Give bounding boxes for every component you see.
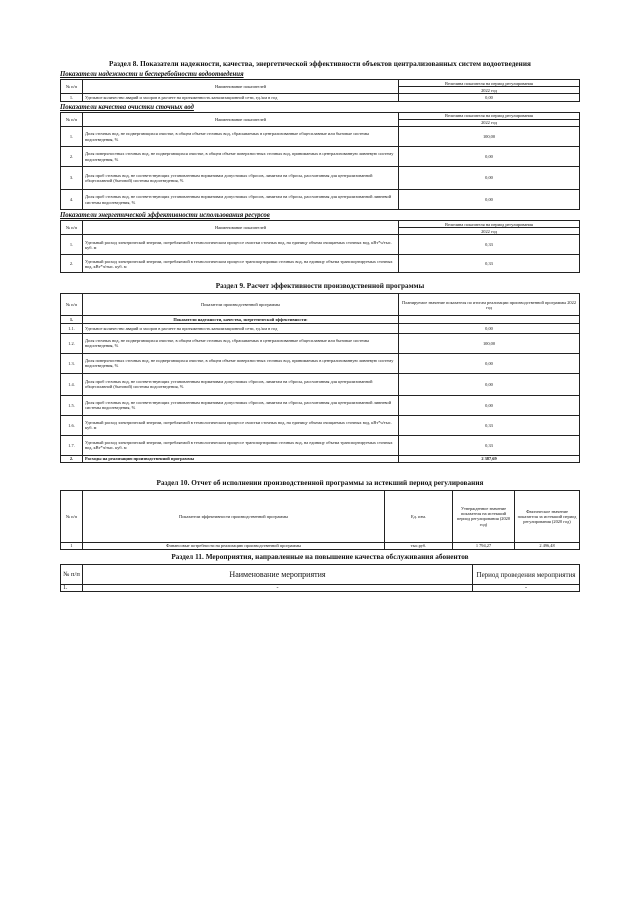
col-year: 2022 год bbox=[399, 87, 580, 94]
row-value: 0,00 bbox=[399, 323, 580, 333]
row-num: 1.6. bbox=[61, 415, 83, 435]
col-value-header: Величина показателя на период регулирования bbox=[399, 221, 580, 228]
row-value: 0,00 bbox=[399, 395, 580, 415]
table-row bbox=[61, 127, 580, 147]
row-name: Финансовые потребности на реализацию производственной программы bbox=[83, 542, 385, 549]
row-value: 2 387,69 bbox=[399, 455, 580, 462]
col-num: № п/п bbox=[61, 112, 83, 126]
table-row bbox=[61, 435, 580, 455]
row-name: Доля проб сточных вод, не соответствующих установленным нормативам допустимых сбросов, лимитам на сбросы, рассчитанная для централизованной ливневой системы водоотведения, % bbox=[83, 190, 399, 210]
col-value-header: Величина показателя на период регулирования bbox=[399, 112, 580, 119]
table-row bbox=[61, 542, 580, 549]
col-year: 2022 год bbox=[399, 228, 580, 235]
row-num: 1.5. bbox=[61, 395, 83, 415]
row-num: 1. bbox=[61, 316, 83, 323]
row-num: 1. bbox=[61, 585, 83, 592]
row-name: Удельное количество аварий и засоров в расчете на протяженность канализационной сети, ед./км в год bbox=[83, 323, 399, 333]
table-row bbox=[61, 323, 580, 333]
row-value: 0,33 bbox=[399, 255, 580, 273]
col-num: № п/п bbox=[61, 294, 83, 316]
row-value: 0,00 bbox=[399, 94, 580, 101]
col-name: Наименование показателей bbox=[83, 80, 399, 94]
section10-table bbox=[60, 490, 580, 550]
row-value: 0,00 bbox=[399, 147, 580, 167]
col-approved: Утвержденное значение показателя на истекший период регулирования (2020 год) bbox=[453, 490, 515, 542]
row-num: 3. bbox=[61, 167, 83, 190]
row-num: 4. bbox=[61, 190, 83, 210]
table-row bbox=[61, 235, 580, 255]
row-num: 1.1. bbox=[61, 323, 83, 333]
row-value: 0,33 bbox=[399, 415, 580, 435]
row-period: - bbox=[473, 585, 580, 592]
row-name: Удельный расход электрической энергии, потребляемой в технологическом процессе транспортировки сточных вод, на единицу объема транспортируемых сточных вод, кВт*ч/тыс. куб. м bbox=[83, 255, 399, 273]
row-unit: тыс.руб. bbox=[385, 542, 453, 549]
row-value: 0,00 bbox=[399, 353, 580, 373]
row-name: Удельный расход электрической энергии, потребляемой в технологическом процессе очистки сточных вод, на единицу объема очищаемых сточных вод, кВт*ч/тыс. куб. м bbox=[83, 415, 399, 435]
quality-subtitle: Показатели качества очистки сточных вод bbox=[60, 103, 194, 111]
col-num: № п/п bbox=[61, 565, 83, 585]
col-name: Наименование показателей bbox=[83, 221, 399, 235]
row-num: 1.7. bbox=[61, 435, 83, 455]
row-value: 100,00 bbox=[399, 127, 580, 147]
row-name: Показатели надежности, качества, энергетической эффективности: bbox=[83, 316, 399, 323]
row-name: Доля проб сточных вод, не соответствующих установленным нормативам допустимых сбросов, лимитам на сбросы, рассчитанная для централизованной общесплавной (бытовой) системы водоотведения, % bbox=[83, 373, 399, 395]
col-period: Период проведения мероприятия bbox=[473, 565, 580, 585]
row-value: 0,33 bbox=[399, 235, 580, 255]
row-num: 2. bbox=[61, 147, 83, 167]
section11-table bbox=[60, 564, 580, 592]
table-row bbox=[61, 395, 580, 415]
table-row bbox=[61, 415, 580, 435]
table-row bbox=[61, 373, 580, 395]
row-num: 1.2. bbox=[61, 333, 83, 353]
row-num: 1 bbox=[61, 542, 83, 549]
reliability-table bbox=[60, 79, 580, 102]
section9-table bbox=[60, 293, 580, 462]
row-value bbox=[399, 316, 580, 323]
section11-title: Раздел 11. Мероприятия, направленные на повышение качества обслуживания абонентов bbox=[171, 553, 469, 562]
table-row bbox=[61, 585, 580, 592]
row-name: Удельное количество аварий и засоров в расчете на протяженность канализационной сети, ед./км в год bbox=[83, 94, 399, 101]
row-name: Доля поверхностных сточных вод, не подвергающихся очистке, в общем объеме поверхностных сточных вод, принимаемых в централизованную ливневую систему водоотведения, % bbox=[83, 147, 399, 167]
table-row bbox=[61, 316, 580, 323]
row-name: Доля проб сточных вод, не соответствующих установленным нормативам допустимых сбросов, лимитам на сбросы, рассчитанная для централизованной общесплавной (бытовой) системы водоотведения, % bbox=[83, 167, 399, 190]
col-name: Показатели производственной программы bbox=[83, 294, 399, 316]
row-name: Доля сточных вод, не подвергающихся очистке, в общем объеме сточных вод, сбрасываемых в централизованные общесплавные или бытовые системы водоотведения, % bbox=[83, 127, 399, 147]
row-value: 0,00 bbox=[399, 167, 580, 190]
col-name: Наименование показателей bbox=[83, 112, 399, 126]
table-row bbox=[61, 455, 580, 462]
row-num: 1. bbox=[61, 94, 83, 101]
col-value-header: Величина показателя на период регулирования bbox=[399, 80, 580, 87]
table-row bbox=[61, 255, 580, 273]
row-name: Доля сточных вод, не подвергающихся очистке, в общем объеме сточных вод, сбрасываемых в централизованные общесплавные или бытовые системы водоотведения, % bbox=[83, 333, 399, 353]
row-approved: 1 794,27 bbox=[453, 542, 515, 549]
reliability-subtitle: Показатели надежности и бесперебойности водоотведения bbox=[60, 71, 244, 78]
section10-title: Раздел 10. Отчет об исполнении производственной программы за истекший период регулирования bbox=[156, 478, 484, 487]
row-name: Расходы на реализацию производственной программы bbox=[83, 455, 399, 462]
section9-title: Раздел 9. Расчет эффективности производственной программы bbox=[215, 282, 425, 291]
col-value: Планируемое значение показателя по итогам реализации производственной программы 2022 год bbox=[399, 294, 580, 316]
row-value: 0,00 bbox=[399, 373, 580, 395]
quality-table bbox=[60, 112, 580, 210]
table-row bbox=[61, 167, 580, 190]
row-value: 100,00 bbox=[399, 333, 580, 353]
col-unit: Ед. изм. bbox=[385, 490, 453, 542]
row-num: 1.3. bbox=[61, 353, 83, 373]
col-num: № п/п bbox=[61, 490, 83, 542]
row-name: Удельный расход электрической энергии, потребляемой в технологическом процессе транспортировки сточных вод, на единицу объема транспортируемых сточных вод, кВт*ч/тыс. куб. м bbox=[83, 435, 399, 455]
row-name: Доля поверхностных сточных вод, не подвергающихся очистке, в общем объеме поверхностных сточных вод, принимаемых в централизованную ливневую систему водоотведения, % bbox=[83, 353, 399, 373]
row-num: 1. bbox=[61, 235, 83, 255]
row-name: - bbox=[83, 585, 473, 592]
section8-title: Раздел 8. Показатели надежности, качества, энергетической эффективности объектов централизованных систем водоотведения bbox=[109, 60, 531, 68]
document-page bbox=[60, 60, 580, 592]
row-num: 2. bbox=[61, 455, 83, 462]
col-actual: Фактическое значение показателя за истекший период регулирования (2020 год) bbox=[515, 490, 580, 542]
col-num: № п/п bbox=[61, 221, 83, 235]
table-row bbox=[61, 353, 580, 373]
table-row bbox=[61, 147, 580, 167]
col-name: Наименование мероприятия bbox=[83, 565, 473, 585]
row-actual: 2 496,48 bbox=[515, 542, 580, 549]
row-name: Удельный расход электрической энергии, потребляемой в технологическом процессе очистки сточных вод, на единицу объема очищаемых сточных вод, кВт*ч/тыс. куб. м bbox=[83, 235, 399, 255]
col-name: Показатели эффективности производственной программы bbox=[83, 490, 385, 542]
col-year: 2022 год bbox=[399, 119, 580, 126]
col-num: № п/п bbox=[61, 80, 83, 94]
energy-subtitle: Показатели энергетической эффективности использования ресурсов bbox=[60, 212, 270, 220]
table-row bbox=[61, 333, 580, 353]
row-num: 2. bbox=[61, 255, 83, 273]
table-row bbox=[61, 190, 580, 210]
row-name: Доля проб сточных вод, не соответствующих установленным нормативам допустимых сбросов, лимитам на сбросы, рассчитанная для централизованной ливневой системы водоотведения, % bbox=[83, 395, 399, 415]
row-num: 1. bbox=[61, 127, 83, 147]
row-value: 0,33 bbox=[399, 435, 580, 455]
table-row bbox=[61, 94, 580, 101]
energy-table bbox=[60, 220, 580, 273]
row-value: 0,00 bbox=[399, 190, 580, 210]
row-num: 1.4. bbox=[61, 373, 83, 395]
